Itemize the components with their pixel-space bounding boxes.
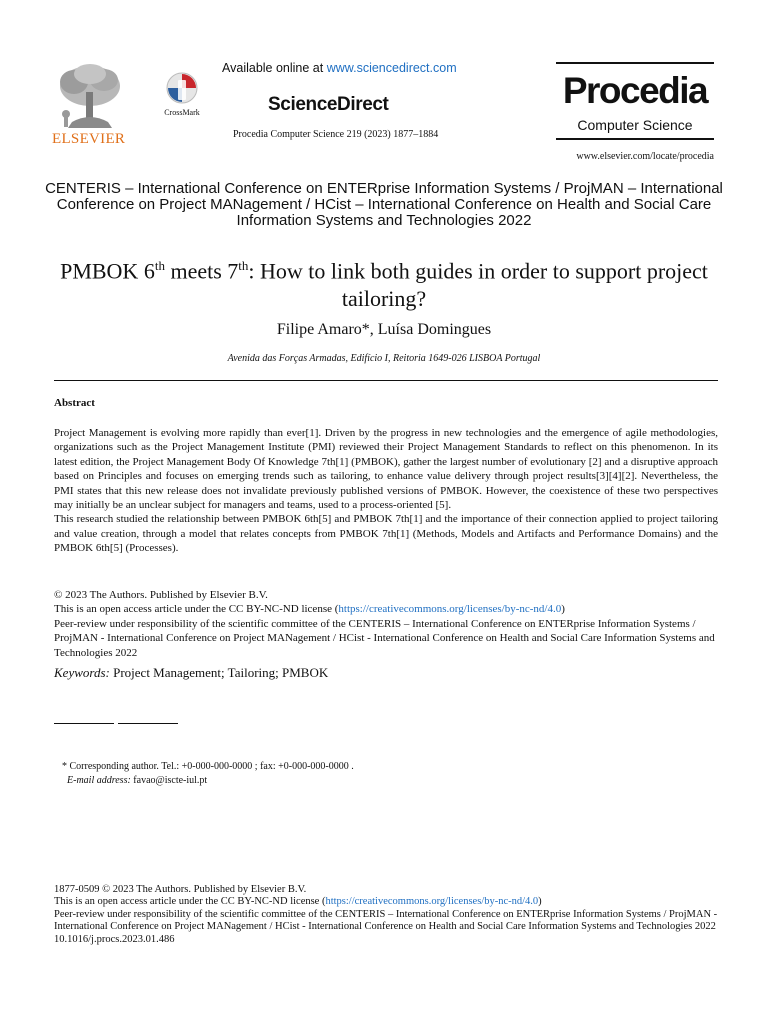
journal-reference: Procedia Computer Science 219 (2023) 1877–1884 <box>233 129 439 140</box>
bottom-license-link[interactable]: https://creativecommons.org/licenses/by-nc-nd/4.0 <box>325 896 539 908</box>
title-sup-1: th <box>154 258 165 273</box>
crossmark-icon[interactable] <box>160 70 204 118</box>
license-link[interactable]: https://creativecommons.org/licenses/by-nc-nd/4.0 <box>338 603 562 616</box>
issn: 1877-0509 <box>54 884 100 895</box>
bottom-open-access-line <box>54 896 718 908</box>
open-access-line <box>54 602 718 616</box>
abstract-paragraph-1: Project Management is evolving more rapidly than ever[1]. Driven by the progress in new technologies and the emergence of agile methodologies, organizations such as the Project Management Institute (PMI) reviewed their Project Management Standards to reflect on this phenomenon. In its latest edition, the Project Management Body Of Knowledge 7th[1] (PMBOK), gather the largest number of evolutionary [2] and a disruptive approach based on Principles and focuses on emerging trends such as tailoring, to enhance value delivery through project results[3][4][2]. Nevertheless, the PMI states that this new release does not invalidate previously published versions of PMBOK. However, the coexistence of these two perspectives may initially be an unclear subject for managers and teams, used to a process-oriented [5]. <box>54 427 718 512</box>
procedia-subtitle: Computer Science <box>577 117 693 133</box>
keywords-label: Keywords: <box>54 665 110 680</box>
footnote <box>62 760 712 787</box>
sciencedirect-link[interactable]: www.sciencedirect.com <box>326 61 457 75</box>
paper-title <box>40 252 728 313</box>
title-part-2: meets 7 <box>164 258 239 284</box>
elsevier-wordmark: ELSEVIER <box>52 131 126 147</box>
abstract-heading: Abstract <box>54 397 95 409</box>
available-online-label: Available online at <box>222 61 327 75</box>
footnote-rule <box>118 723 178 724</box>
bottom-copyright: © 2023 The Authors. Published by Elsevier B.V. <box>99 884 307 895</box>
email-label: E-mail address: <box>67 774 131 786</box>
title-part-3: : How to link both guides in order to support project tailoring? <box>248 258 708 312</box>
procedia-url[interactable]: www.elsevier.com/locate/procedia <box>576 151 714 162</box>
keywords-value: Project Management; Tailoring; PMBOK <box>109 665 329 680</box>
doi[interactable]: 10.1016/j.procs.2023.01.486 <box>54 933 175 945</box>
copyright-line: © 2023 The Authors. Published by Elsevier B.V. <box>54 589 268 601</box>
license-block <box>54 588 718 660</box>
open-access-suffix: ) <box>561 603 565 616</box>
title-part-1: PMBOK 6 <box>60 258 155 284</box>
title-sup-2: th <box>238 258 249 273</box>
bottom-peer-review: Peer-review under responsibility of the scientific committee of the CENTERIS – International Conference on ENTERprise Information Systems / ProjMAN - International Conference on Project MANagement / HCist - International Conference on Health and Social Care Information Systems and Technologies 2022 <box>54 908 718 933</box>
bottom-open-access-suffix: ) <box>538 896 542 908</box>
email-line <box>62 774 712 788</box>
affiliation: Avenida das Forças Armadas, Edifício I, Reitoria 1649-026 LISBOA Portugal <box>227 353 541 364</box>
corresponding-author: * Corresponding author. Tel.: +0-000-000-0000 ; fax: +0-000-000-0000 . <box>62 761 354 772</box>
peer-review-line: Peer-review under responsibility of the scientific committee of the CENTERIS – International Conference on ENTERprise Information Systems / ProjMAN - International Conference on Project MANagement / HCist - International Conference on Health and Social Care Information Systems and Technologies 2022 <box>54 617 715 659</box>
authors: Filipe Amaro*, Luísa Domingues <box>276 321 492 338</box>
header-divider <box>54 380 718 381</box>
procedia-bottom-rule <box>556 138 714 140</box>
available-online-line <box>222 61 457 75</box>
conference-name: CENTERIS – International Conference on ENTERprise Information Systems / ProjMAN – International Conference on Project MANagement / HCist – International Conference on Health and Social Care Information Systems and Technologies 2022 <box>45 180 723 229</box>
abstract-paragraph-2: This research studied the relationship between PMBOK 6th[5] and PMBOK 7th[1] and the importance of their connection applied to project tailoring and value creation, through a model that relates concepts from PMBOK 7th[1] (Methods, Models and Artifacts and Performance Domains) and the PMBOK 6th[5] (Processes). <box>54 513 718 555</box>
abstract-body <box>54 426 718 556</box>
email-address[interactable]: favao@iscte-iul.pt <box>130 774 208 786</box>
open-access-prefix: This is an open access article under the CC BY-NC-ND license ( <box>54 603 339 616</box>
footnote-rule <box>54 723 114 724</box>
bottom-matter <box>54 884 718 946</box>
svg-text:CrossMark: CrossMark <box>164 108 200 117</box>
bottom-open-access-prefix: This is an open access article under the CC BY-NC-ND license ( <box>54 896 326 908</box>
procedia-top-rule <box>556 62 714 64</box>
procedia-title: Procedia <box>562 70 708 111</box>
issn-line <box>54 884 718 896</box>
keywords <box>54 665 718 681</box>
sciencedirect-logo: ScienceDirect <box>268 94 389 115</box>
